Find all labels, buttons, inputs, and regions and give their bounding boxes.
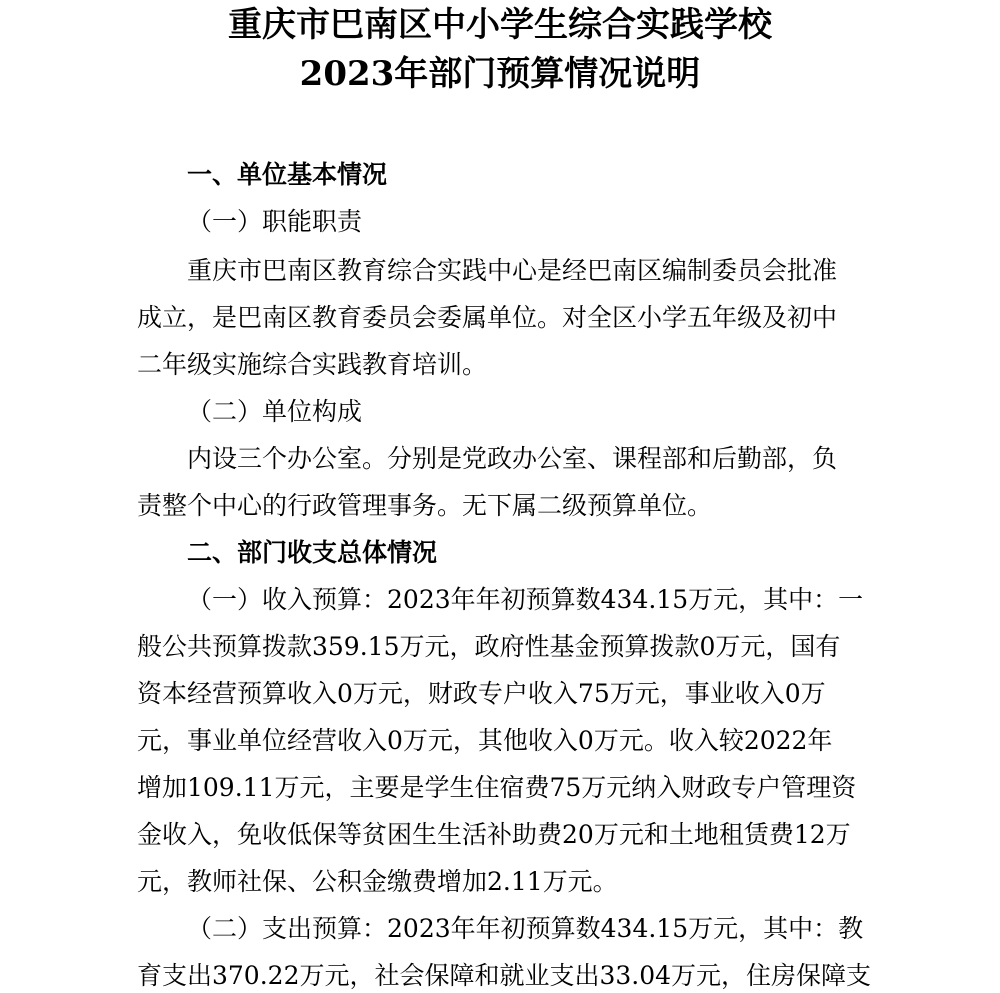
section1-sub1: （一）职能职责 xyxy=(187,207,363,236)
income-line2: 般公共预算拨款359.15万元，政府性基金预算拨款0万元，国有 xyxy=(137,632,841,661)
expense-line1 xyxy=(187,914,863,944)
section2-heading: 二、部门收支总体情况 xyxy=(187,538,438,567)
income-line3: 资本经营预算收入0万元，财政专户收入75万元，事业收入0万 xyxy=(137,679,826,708)
income-line1 xyxy=(187,585,863,615)
document-title-line1: 重庆市巴南区中小学生综合实践学校 xyxy=(228,5,772,45)
section1-sub2: （二）单位构成 xyxy=(187,397,363,426)
expense-label: （二）支出预算： xyxy=(187,914,388,943)
section1-heading: 一、单位基本情况 xyxy=(187,160,388,189)
income-label: （一）收入预算： xyxy=(187,585,388,614)
income-line1-text: 2023年年初预算数434.15万元，其中：一 xyxy=(387,585,864,614)
income-line5: 增加109.11万元，主要是学生住宿费75万元纳入财政专户管理资 xyxy=(137,773,857,802)
expense-line2: 育支出370.22万元，社会保障和就业支出33.04万元，住房保障支 xyxy=(137,961,872,990)
para1-line1: 重庆市巴南区教育综合实践中心是经巴南区编制委员会批准 xyxy=(187,256,838,285)
income-line4: 元，事业单位经营收入0万元，其他收入0万元。收入较2022年 xyxy=(137,726,833,755)
income-line7: 元，教师社保、公积金缴费增加2.11万元。 xyxy=(137,867,618,896)
para1-line2: 成立，是巴南区教育委员会委属单位。对全区小学五年级及初中 xyxy=(137,303,838,332)
expense-line1-text: 2023年年初预算数434.15万元，其中：教 xyxy=(387,914,864,943)
para2-line2: 责整个中心的行政管理事务。无下属二级预算单位。 xyxy=(137,491,713,520)
income-line6: 金收入，免收低保等贫困生生活补助费20万元和土地租赁费12万 xyxy=(137,820,851,849)
document-title-line2: 2023年部门预算情况说明 xyxy=(299,54,701,94)
para2-line1: 内设三个办公室。分别是党政办公室、课程部和后勤部，负 xyxy=(187,444,838,473)
para1-line3: 二年级实施综合实践教育培训。 xyxy=(137,350,488,379)
